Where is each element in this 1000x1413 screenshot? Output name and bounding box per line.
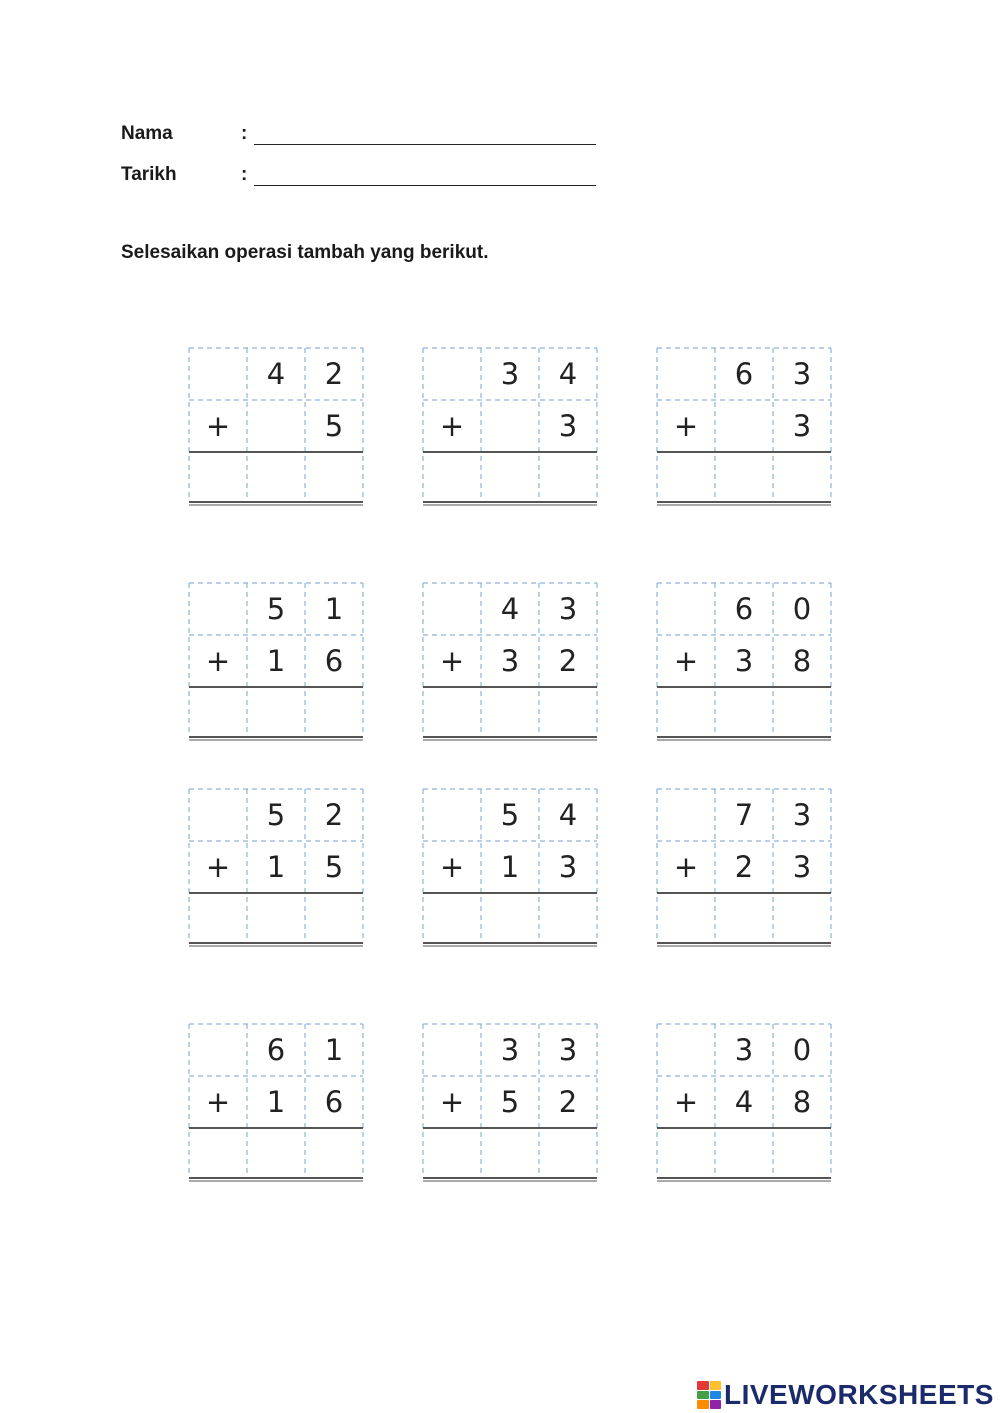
date-label: Tarikh [121, 164, 177, 185]
answer-cell[interactable] [247, 893, 305, 945]
answer-cell[interactable] [539, 893, 597, 945]
addend-digit [189, 789, 247, 841]
addend-digit: 0 [792, 1033, 812, 1067]
addend-digit: 4 [558, 357, 578, 391]
answer-cell[interactable] [481, 893, 539, 945]
addend-digit: 5 [324, 850, 344, 884]
addend-digit: 3 [558, 409, 578, 443]
plus-sign: + [673, 644, 699, 678]
addend-digit [715, 400, 773, 452]
addend-digit: 3 [500, 1033, 520, 1067]
addition-problem [423, 789, 597, 945]
addend-digit: 6 [266, 1033, 286, 1067]
name-input-line[interactable] [254, 144, 596, 145]
addend-digit: 2 [558, 644, 578, 678]
addend-digit: 6 [324, 644, 344, 678]
addend-digit: 2 [734, 850, 754, 884]
addend-digit: 8 [792, 1085, 812, 1119]
answer-cell[interactable] [247, 1128, 305, 1180]
answer-cell[interactable] [305, 1128, 363, 1180]
addend-digit [423, 789, 481, 841]
addend-digit: 2 [324, 357, 344, 391]
addend-digit [657, 348, 715, 400]
addition-problem [189, 583, 363, 739]
addition-problem [189, 1024, 363, 1180]
addend-digit: 3 [558, 1033, 578, 1067]
logo-badge-icon [697, 1381, 721, 1409]
answer-cell[interactable] [247, 687, 305, 739]
answer-cell[interactable] [423, 687, 481, 739]
answer-cell[interactable] [657, 452, 715, 504]
addend-digit: 6 [734, 357, 754, 391]
addend-digit: 5 [324, 409, 344, 443]
addend-digit: 3 [734, 644, 754, 678]
answer-cell[interactable] [189, 687, 247, 739]
answer-cell[interactable] [539, 452, 597, 504]
addend-digit: 1 [324, 592, 344, 626]
addend-digit: 3 [734, 1033, 754, 1067]
answer-cell[interactable] [423, 893, 481, 945]
answer-cell[interactable] [657, 1128, 715, 1180]
answer-cell[interactable] [539, 687, 597, 739]
answer-cell[interactable] [481, 452, 539, 504]
answer-cell[interactable] [481, 687, 539, 739]
addend-digit: 3 [792, 850, 812, 884]
date-input-line[interactable] [254, 185, 596, 186]
addend-digit: 1 [266, 850, 286, 884]
plus-sign: + [205, 644, 231, 678]
addend-digit: 0 [792, 592, 812, 626]
answer-cell[interactable] [305, 687, 363, 739]
logo-badge-square [710, 1391, 722, 1400]
addition-problem [423, 583, 597, 739]
addition-problem [657, 348, 831, 504]
answer-cell[interactable] [657, 687, 715, 739]
answer-cell[interactable] [657, 893, 715, 945]
answer-cell[interactable] [423, 452, 481, 504]
addend-digit [423, 583, 481, 635]
addition-problem [657, 583, 831, 739]
addend-digit: 3 [500, 644, 520, 678]
addend-digit [423, 348, 481, 400]
addend-digit: 5 [500, 1085, 520, 1119]
addend-digit: 1 [266, 644, 286, 678]
addend-digit: 3 [500, 357, 520, 391]
plus-sign: + [673, 409, 699, 443]
addend-digit [423, 1024, 481, 1076]
answer-cell[interactable] [715, 452, 773, 504]
name-colon: : [241, 123, 248, 144]
plus-sign: + [205, 409, 231, 443]
addend-digit [189, 348, 247, 400]
logo-badge-square [710, 1381, 722, 1390]
addend-digit [481, 400, 539, 452]
addend-digit: 1 [266, 1085, 286, 1119]
addition-problem [423, 348, 597, 504]
addend-digit: 3 [792, 409, 812, 443]
addition-problem [657, 789, 831, 945]
answer-cell[interactable] [773, 1128, 831, 1180]
name-label: Nama [121, 123, 173, 144]
answer-cell[interactable] [305, 452, 363, 504]
addend-digit: 4 [266, 357, 286, 391]
answer-cell[interactable] [539, 1128, 597, 1180]
plus-sign: + [205, 1085, 231, 1119]
answer-cell[interactable] [715, 687, 773, 739]
answer-cell[interactable] [189, 1128, 247, 1180]
answer-cell[interactable] [715, 893, 773, 945]
plus-sign: + [439, 1085, 465, 1119]
logo-badge-square [697, 1381, 709, 1390]
plus-sign: + [205, 850, 231, 884]
addend-digit: 2 [324, 798, 344, 832]
date-colon: : [241, 164, 248, 185]
plus-sign: + [673, 1085, 699, 1119]
answer-cell[interactable] [305, 893, 363, 945]
addend-digit: 7 [734, 798, 754, 832]
addend-digit: 4 [734, 1085, 754, 1119]
addend-digit: 6 [734, 592, 754, 626]
addend-digit: 3 [792, 798, 812, 832]
addend-digit: 3 [792, 357, 812, 391]
answer-cell[interactable] [773, 452, 831, 504]
addend-digit [189, 1024, 247, 1076]
addend-digit [657, 1024, 715, 1076]
addend-digit: 5 [266, 592, 286, 626]
answer-cell[interactable] [189, 893, 247, 945]
plus-sign: + [439, 644, 465, 678]
addend-digit: 8 [792, 644, 812, 678]
liveworksheets-logo [697, 1378, 994, 1412]
addend-digit: 3 [558, 592, 578, 626]
addend-digit: 4 [500, 592, 520, 626]
addend-digit: 5 [500, 798, 520, 832]
addend-digit: 4 [558, 798, 578, 832]
addend-digit: 2 [558, 1085, 578, 1119]
addend-digit [657, 789, 715, 841]
logo-badge-square [710, 1400, 722, 1409]
answer-cell[interactable] [715, 1128, 773, 1180]
addend-digit: 1 [500, 850, 520, 884]
addend-digit [657, 583, 715, 635]
addend-digit: 5 [266, 798, 286, 832]
logo-text: LIVEWORKSHEETS [724, 1379, 994, 1410]
plus-sign: + [673, 850, 699, 884]
addition-problem [189, 348, 363, 504]
addend-digit: 1 [324, 1033, 344, 1067]
addition-problem [189, 789, 363, 945]
plus-sign: + [439, 850, 465, 884]
answer-cell[interactable] [773, 687, 831, 739]
addend-digit [189, 583, 247, 635]
answer-cell[interactable] [773, 893, 831, 945]
addition-problem [657, 1024, 831, 1180]
plus-sign: + [439, 409, 465, 443]
logo-badge-square [697, 1400, 709, 1409]
instruction-text: Selesaikan operasi tambah yang berikut. [121, 242, 489, 263]
answer-cell[interactable] [247, 452, 305, 504]
addend-digit: 3 [558, 850, 578, 884]
logo-badge-square [697, 1391, 709, 1400]
answer-cell[interactable] [189, 452, 247, 504]
addend-digit [247, 400, 305, 452]
addition-problem [423, 1024, 597, 1180]
answer-cell[interactable] [481, 1128, 539, 1180]
answer-cell[interactable] [423, 1128, 481, 1180]
addend-digit: 6 [324, 1085, 344, 1119]
